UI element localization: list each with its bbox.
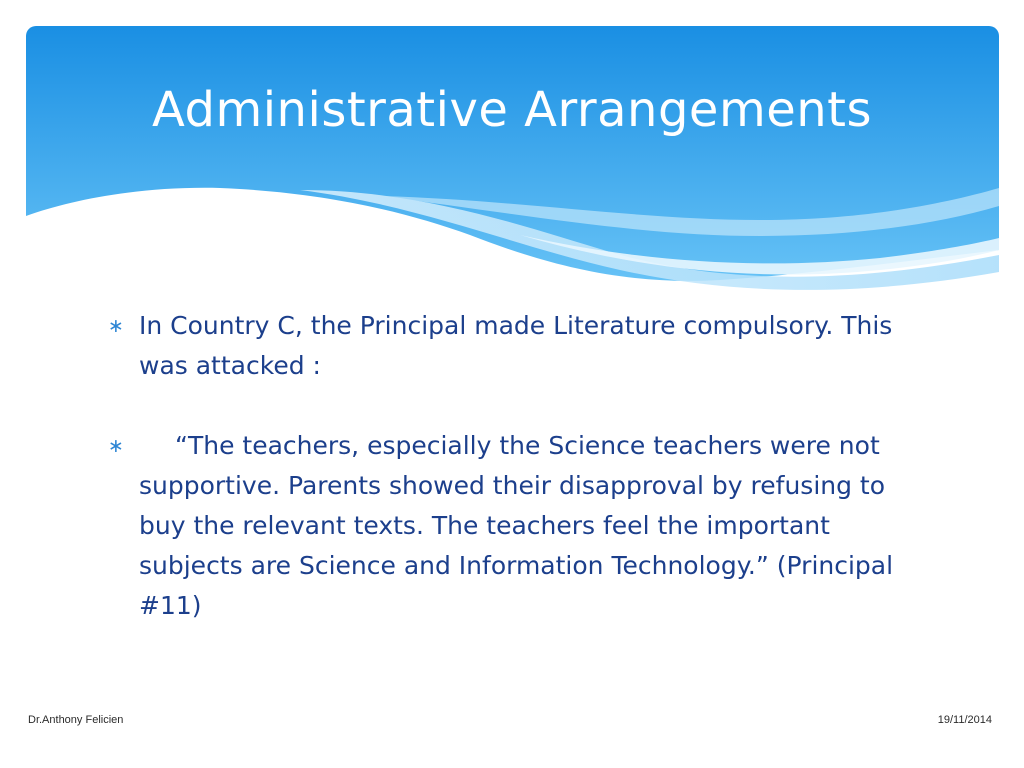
- asterisk-bullet-icon: ∗: [108, 435, 124, 457]
- bullet-item-1: [108, 306, 920, 386]
- bullet-text-2: “The teachers, especially the Science teachers were not supportive. Parents showed their disapproval by refusing to buy the relevant texts. The teachers feel the important subjects are Science and Information Technology.” (Principal #11): [139, 431, 894, 620]
- footer-date: 19/11/2014: [937, 714, 992, 726]
- footer-author: Dr.Anthony Felicien: [28, 714, 124, 726]
- bullet-text-1: In Country C, the Principal made Literature compulsory. This was attacked :: [139, 311, 893, 380]
- bullet-item-2: [108, 426, 920, 626]
- slide-body: [108, 306, 920, 666]
- asterisk-bullet-icon: ∗: [108, 315, 124, 337]
- header-wave-banner: [0, 0, 1024, 300]
- slide-title: Administrative Arrangements: [152, 82, 872, 138]
